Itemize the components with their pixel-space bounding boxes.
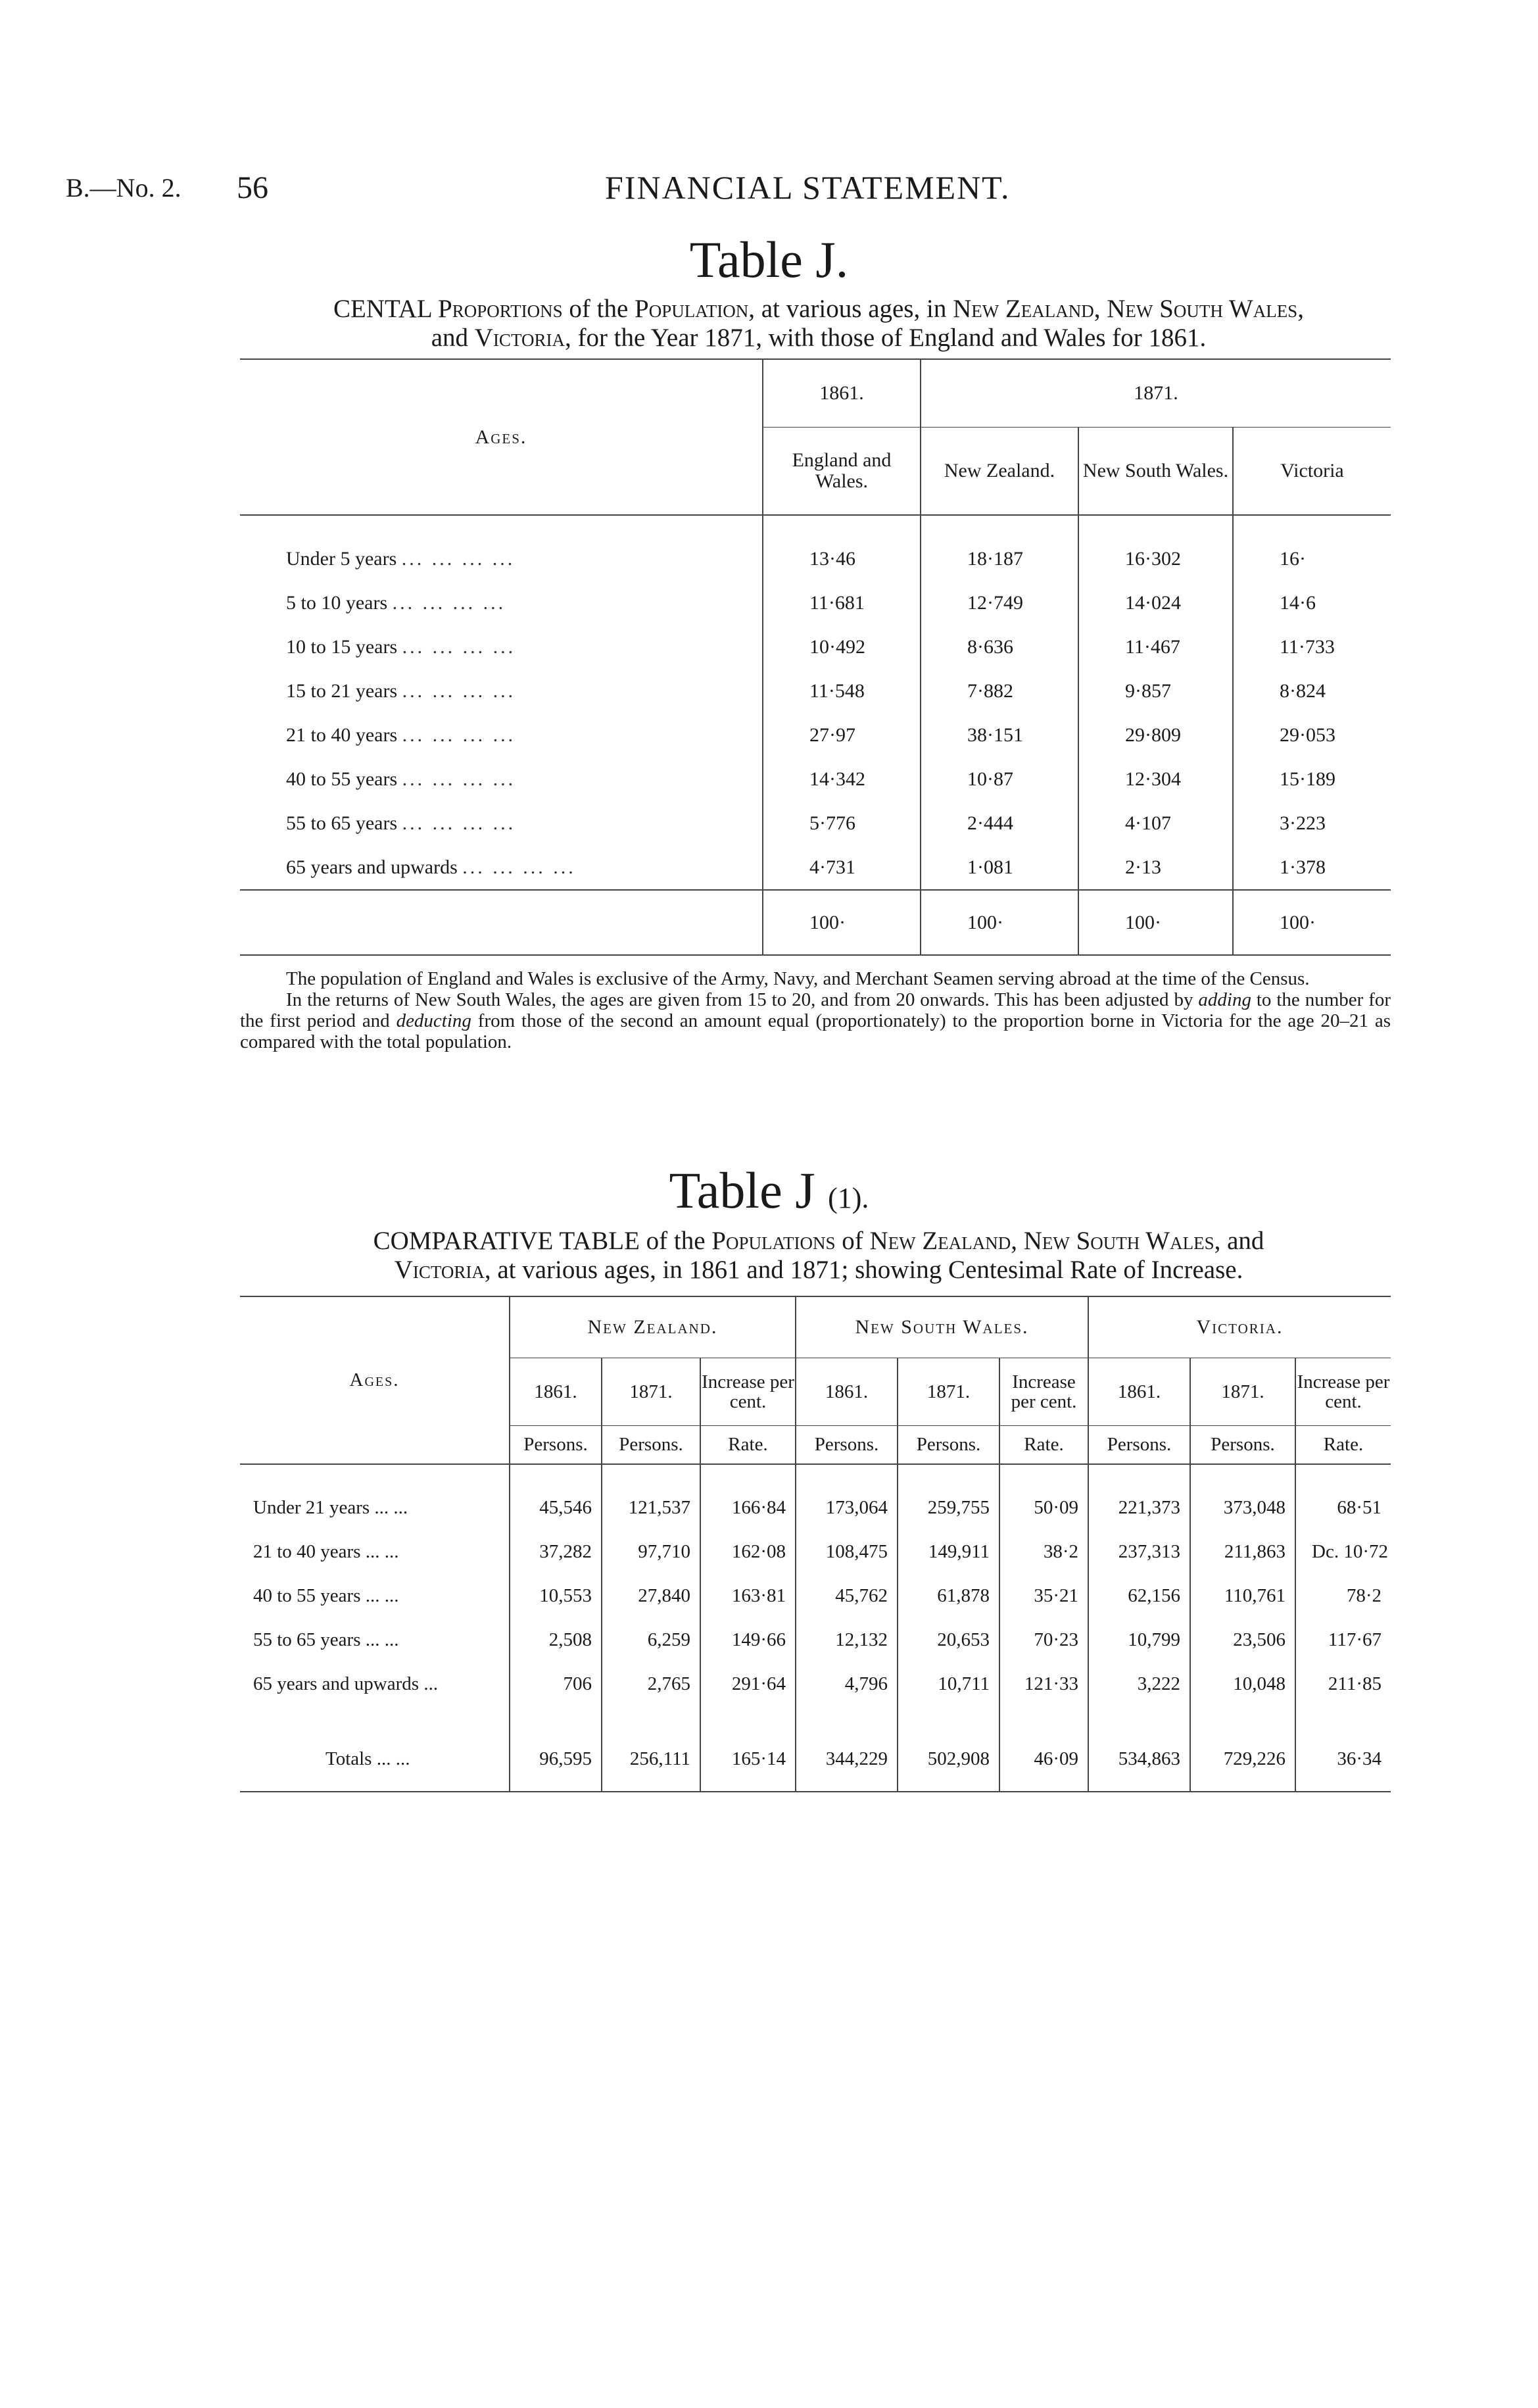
cell-value: 45,762 <box>796 1574 898 1618</box>
column-header: England and Wales. <box>763 428 921 516</box>
sub-header: 1861. <box>796 1358 898 1426</box>
row-label: Under 21 years <box>253 1497 370 1518</box>
sub-header: Increase per cent. <box>999 1358 1088 1426</box>
row-label: Under 5 years <box>286 547 397 570</box>
total-value: 344,229 <box>796 1727 898 1792</box>
cell-value: 12,132 <box>796 1618 898 1662</box>
cell-value: 10·492 <box>763 625 921 669</box>
document-title: FINANCIAL STATEMENT. <box>605 169 1011 206</box>
cell-value: 45,546 <box>510 1486 602 1530</box>
table-row: 40 to 55 years ... ... ... ... 14·342 10·87 12·304 15·189 <box>240 757 1391 801</box>
table-row: 10 to 15 years ... ... ... ... 10·492 8·636 11·467 11·733 <box>240 625 1391 669</box>
cell-value: 10,048 <box>1190 1662 1295 1706</box>
cell-value: 50·09 <box>999 1486 1088 1530</box>
table-row: 65 years and upwards ... 706 2,765 291·64 4,796 10,711 121·33 3,222 10,048 211·85 <box>240 1662 1391 1706</box>
table-row: Under 21 years ... ... 45,546 121,537 166·84 173,064 259,755 50·09 221,373 373,048 68·51 <box>240 1486 1391 1530</box>
sub-header: 1861. <box>1088 1358 1190 1426</box>
group-header-victoria: Victoria. <box>1088 1296 1391 1358</box>
cell-value: 706 <box>510 1662 602 1706</box>
cell-value: 14·6 <box>1233 581 1391 625</box>
cell-value: 2,765 <box>602 1662 700 1706</box>
cell-value: 108,475 <box>796 1530 898 1574</box>
unit-header: Persons. <box>1088 1426 1190 1465</box>
unit-header: Persons. <box>1190 1426 1295 1465</box>
table-j1-title: Table J (1). <box>669 1162 869 1219</box>
total-value: 502,908 <box>898 1727 999 1792</box>
cell-value: 237,313 <box>1088 1530 1190 1574</box>
note-paragraph: In the returns of New South Wales, the ages are given from 15 to 20, and from 20 onwards. This has been adjusted by adding to the number for the first period and deducting from those of the second an amount equal (proportionately) to the proportion borne in Victoria for the age 20–21 as compared with the total population. <box>240 989 1391 1052</box>
cell-value: 211·85 <box>1295 1662 1391 1706</box>
total-value: 534,863 <box>1088 1727 1190 1792</box>
cell-value: Dc. 10·72 <box>1295 1530 1391 1574</box>
totals-row: Totals ... ... 96,595 256,111 165·14 344,229 502,908 46·09 534,863 729,226 36·34 <box>240 1727 1391 1792</box>
total-value: 729,226 <box>1190 1727 1295 1792</box>
cell-value: 11·681 <box>763 581 921 625</box>
total-value: 100· <box>921 890 1078 955</box>
table-j-title: Table J. <box>689 231 849 288</box>
total-value: 96,595 <box>510 1727 602 1792</box>
cell-value: 2·13 <box>1078 845 1233 890</box>
cell-value: 1·081 <box>921 845 1078 890</box>
cell-value: 7·882 <box>921 669 1078 713</box>
cell-value: 12·304 <box>1078 757 1233 801</box>
cell-value: 10,799 <box>1088 1618 1190 1662</box>
cell-value: 4·731 <box>763 845 921 890</box>
cell-value: 62,156 <box>1088 1574 1190 1618</box>
cell-value: 8·824 <box>1233 669 1391 713</box>
total-value: 165·14 <box>700 1727 796 1792</box>
cell-value: 14·342 <box>763 757 921 801</box>
row-label: 40 to 55 years <box>253 1585 361 1606</box>
cell-value: 2·444 <box>921 801 1078 845</box>
row-label: 55 to 65 years <box>253 1629 361 1650</box>
group-header-new-south-wales: New South Wales. <box>796 1296 1088 1358</box>
cell-value: 3,222 <box>1088 1662 1190 1706</box>
total-value: 100· <box>763 890 921 955</box>
document-reference: B.—No. 2. <box>66 173 181 203</box>
total-value: 36·34 <box>1295 1727 1391 1792</box>
column-header: Victoria <box>1233 428 1391 516</box>
cell-value: 4·107 <box>1078 801 1233 845</box>
cell-value: 11·467 <box>1078 625 1233 669</box>
cell-value: 35·21 <box>999 1574 1088 1618</box>
unit-header: Rate. <box>700 1426 796 1465</box>
table-row: 21 to 40 years ... ... ... ... 27·97 38·151 29·809 29·053 <box>240 713 1391 757</box>
sub-header: 1861. <box>510 1358 602 1426</box>
cell-value: 4,796 <box>796 1662 898 1706</box>
ages-column-header: Ages. <box>240 1296 510 1464</box>
cell-value: 5·776 <box>763 801 921 845</box>
cell-value: 18·187 <box>921 537 1078 581</box>
table-row: 40 to 55 years ... ... 10,553 27,840 163·81 45,762 61,878 35·21 62,156 110,761 78·2 <box>240 1574 1391 1618</box>
table-j1-caption: COMPARATIVE TABLE of the Populations of New Zealand, New South Wales, and Victoria, at various ages, in 1861 and 1871; showing Centesimal Rate of Increase. <box>373 1227 1264 1284</box>
row-label: 55 to 65 years <box>286 812 398 834</box>
unit-header: Rate. <box>1295 1426 1391 1465</box>
cell-value: 211,863 <box>1190 1530 1295 1574</box>
table-row: 55 to 65 years ... ... ... ... 5·776 2·444 4·107 3·223 <box>240 801 1391 845</box>
cell-value: 6,259 <box>602 1618 700 1662</box>
page-number: 56 <box>237 170 268 205</box>
row-label: 21 to 40 years <box>253 1541 361 1562</box>
row-label: 40 to 55 years <box>286 768 398 790</box>
cell-value: 9·857 <box>1078 669 1233 713</box>
row-label: 10 to 15 years <box>286 635 398 658</box>
sub-header: 1871. <box>1190 1358 1295 1426</box>
cell-value: 173,064 <box>796 1486 898 1530</box>
cell-value: 70·23 <box>999 1618 1088 1662</box>
cell-value: 14·024 <box>1078 581 1233 625</box>
sub-header: Increase per cent. <box>1295 1358 1391 1426</box>
table-row: Under 5 years ... ... ... ... 13·46 18·187 16·302 16· <box>240 537 1391 581</box>
table-row: 21 to 40 years ... ... 37,282 97,710 162·08 108,475 149,911 38·2 237,313 211,863 Dc. 10·72 <box>240 1530 1391 1574</box>
cell-value: 10·87 <box>921 757 1078 801</box>
row-label: 65 years and upwards <box>253 1673 420 1694</box>
unit-header: Persons. <box>602 1426 700 1465</box>
table-row: 5 to 10 years ... ... ... ... 11·681 12·749 14·024 14·6 <box>240 581 1391 625</box>
cell-value: 221,373 <box>1088 1486 1190 1530</box>
cell-value: 27·97 <box>763 713 921 757</box>
ages-column-header: Ages. <box>240 359 763 515</box>
row-label: 15 to 21 years <box>286 679 398 702</box>
row-label: 5 to 10 years <box>286 591 388 614</box>
cell-value: 23,506 <box>1190 1618 1295 1662</box>
row-label: 65 years and upwards <box>286 856 458 878</box>
total-value: 46·09 <box>999 1727 1088 1792</box>
cell-value: 20,653 <box>898 1618 999 1662</box>
row-label: 21 to 40 years <box>286 724 398 746</box>
sub-header: 1871. <box>602 1358 700 1426</box>
cell-value: 10,553 <box>510 1574 602 1618</box>
table-j-caption: CENTAL Proportions of the Population, at various ages, in New Zealand, New South Wales, and Victoria, for the Year 1871, with those of England and Wales for 1861. <box>333 295 1304 352</box>
cell-value: 110,761 <box>1190 1574 1295 1618</box>
cell-value: 3·223 <box>1233 801 1391 845</box>
cell-value: 149·66 <box>700 1618 796 1662</box>
cell-value: 12·749 <box>921 581 1078 625</box>
note-paragraph: The population of England and Wales is exclusive of the Army, Navy, and Merchant Seamen serving abroad at the time of the Census. <box>286 968 1310 989</box>
cell-value: 121,537 <box>602 1486 700 1530</box>
cell-value: 166·84 <box>700 1486 796 1530</box>
cell-value: 68·51 <box>1295 1486 1391 1530</box>
cell-value: 16·302 <box>1078 537 1233 581</box>
cell-value: 16· <box>1233 537 1391 581</box>
cell-value: 15·189 <box>1233 757 1391 801</box>
cell-value: 117·67 <box>1295 1618 1391 1662</box>
cell-value: 259,755 <box>898 1486 999 1530</box>
unit-header: Persons. <box>796 1426 898 1465</box>
cell-value: 373,048 <box>1190 1486 1295 1530</box>
cell-value: 162·08 <box>700 1530 796 1574</box>
cell-value: 37,282 <box>510 1530 602 1574</box>
total-value: 100· <box>1078 890 1233 955</box>
sub-header: Increase per cent. <box>700 1358 796 1426</box>
cell-value: 163·81 <box>700 1574 796 1618</box>
cell-value: 11·733 <box>1233 625 1391 669</box>
table-j1 <box>240 1296 1391 1792</box>
cell-value: 8·636 <box>921 625 1078 669</box>
cell-value: 97,710 <box>602 1530 700 1574</box>
cell-value: 291·64 <box>700 1662 796 1706</box>
cell-value: 38·151 <box>921 713 1078 757</box>
total-value: 256,111 <box>602 1727 700 1792</box>
cell-value: 149,911 <box>898 1530 999 1574</box>
column-header: New South Wales. <box>1078 428 1233 516</box>
cell-value: 38·2 <box>999 1530 1088 1574</box>
table-j-notes <box>240 968 1391 1052</box>
cell-value: 11·548 <box>763 669 921 713</box>
table-row: 65 years and upwards ... ... ... ... 4·731 1·081 2·13 1·378 <box>240 845 1391 890</box>
total-value: 100· <box>1233 890 1391 955</box>
year-1861-header: 1861. <box>763 359 921 428</box>
unit-header: Rate. <box>999 1426 1088 1465</box>
column-header: New Zealand. <box>921 428 1078 516</box>
cell-value: 29·809 <box>1078 713 1233 757</box>
table-row: 55 to 65 years ... ... 2,508 6,259 149·66 12,132 20,653 70·23 10,799 23,506 117·67 <box>240 1618 1391 1662</box>
sub-header: 1871. <box>898 1358 999 1426</box>
cell-value: 61,878 <box>898 1574 999 1618</box>
unit-header: Persons. <box>510 1426 602 1465</box>
cell-value: 78·2 <box>1295 1574 1391 1618</box>
table-j <box>240 358 1391 956</box>
totals-label: Totals <box>325 1748 372 1769</box>
cell-value: 27,840 <box>602 1574 700 1618</box>
cell-value: 10,711 <box>898 1662 999 1706</box>
page-header <box>0 169 1538 212</box>
totals-row <box>240 890 1391 955</box>
cell-value: 2,508 <box>510 1618 602 1662</box>
cell-value: 1·378 <box>1233 845 1391 890</box>
table-row: 15 to 21 years ... ... ... ... 11·548 7·882 9·857 8·824 <box>240 669 1391 713</box>
cell-value: 13·46 <box>763 537 921 581</box>
year-1871-header: 1871. <box>921 359 1391 428</box>
cell-value: 29·053 <box>1233 713 1391 757</box>
group-header-new-zealand: New Zealand. <box>510 1296 796 1358</box>
cell-value: 121·33 <box>999 1662 1088 1706</box>
unit-header: Persons. <box>898 1426 999 1465</box>
